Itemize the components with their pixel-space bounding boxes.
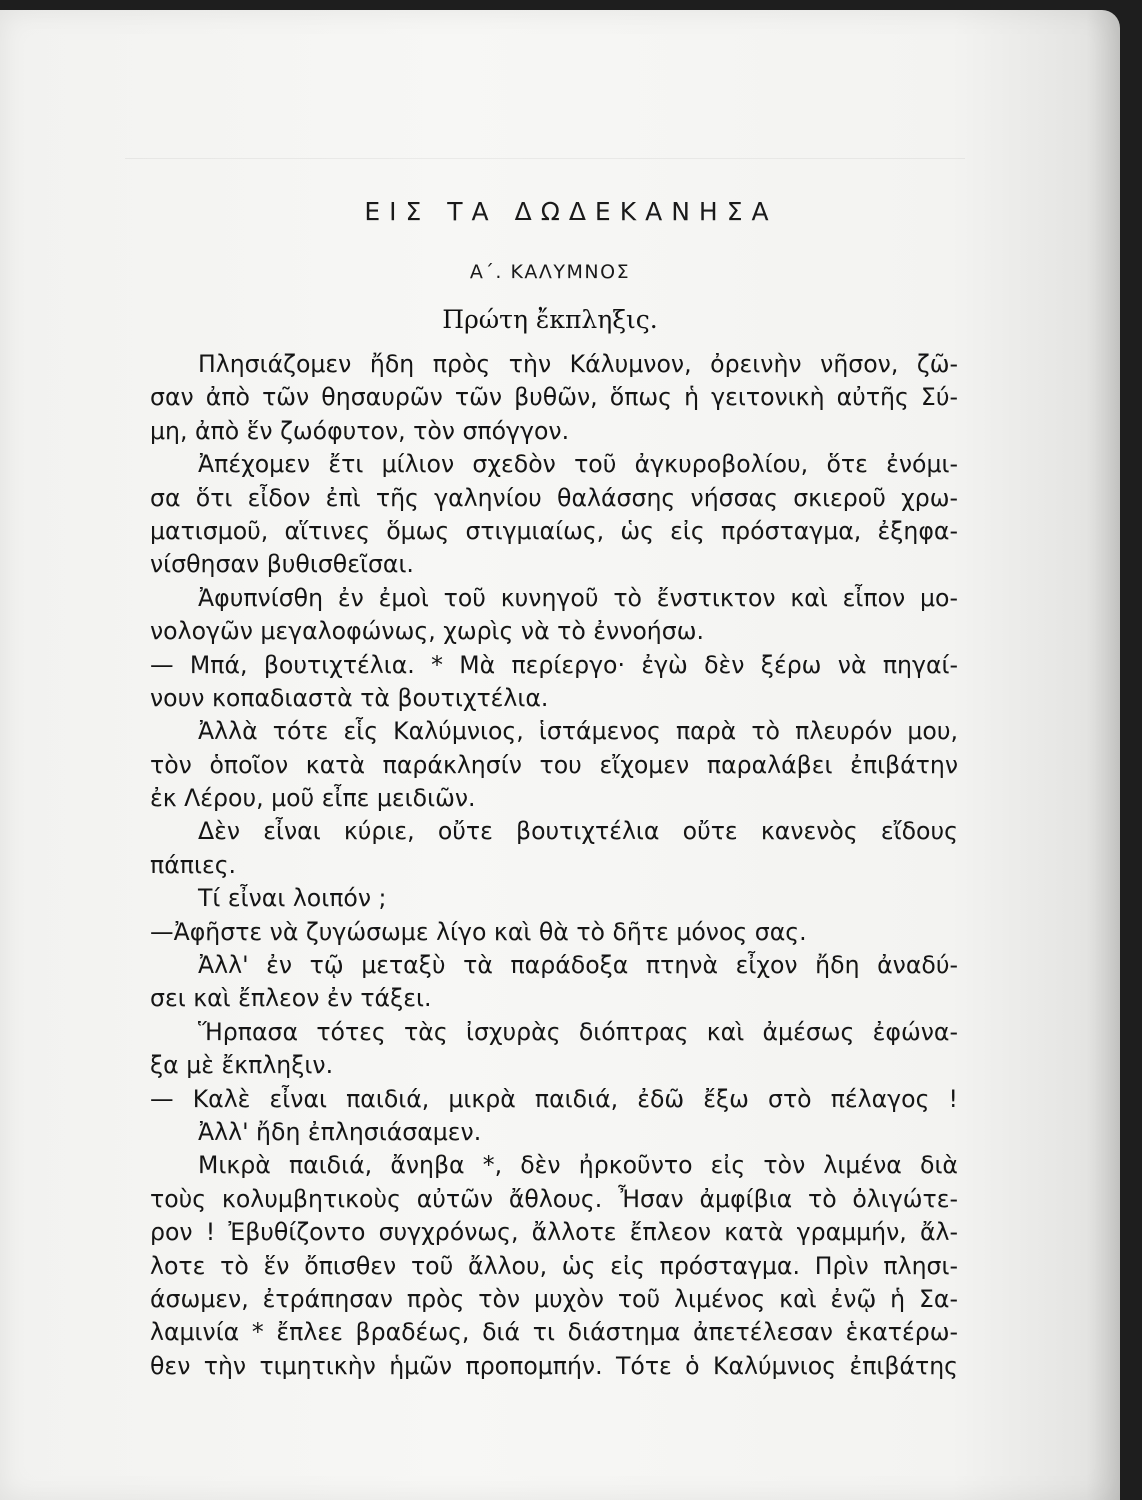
bleed-through-header: [125, 132, 965, 159]
text-line: Ἀλλὰ τότε εἷς Καλύμνιος, ἱστάμενος παρὰ τὸ πλευρόν μου,: [198, 717, 958, 746]
text-line: τοὺς κολυμβητικοὺς αὐτῶν ἄθλους. Ἦσαν ἀμφίβια τὸ ὀλιγώτε-: [150, 1184, 958, 1213]
section-heading: Πρώτη ἔκπληξις.: [442, 305, 658, 334]
text-line: Ἀπέχομεν ἔτι μίλιον σχεδὸν τοῦ ἀγκυροβολίου, ὅτε ἐνόμι-: [198, 450, 958, 479]
text-line: πάπιες.: [150, 850, 237, 879]
text-line: Δὲν εἶναι κύριε, οὔτε βουτιχτέλια οὔτε κανενὸς εἴδους: [198, 817, 958, 846]
text-line: τὸν ὁποῖον κατὰ παράκλησίν του εἴχομεν παραλάβει ἐπιβάτην: [150, 750, 958, 779]
text-line: ματισμοῦ, αἵτινες ὅμως στιγμιαίως, ὡς εἰς πρόσταγμα, ἐξηφα-: [150, 516, 958, 545]
text-line: σαν ἀπὸ τῶν θησαυρῶν τῶν βυθῶν, ὅπως ἡ γειτονικὴ αὐτῆς Σύ-: [150, 383, 958, 412]
text-line: ξα μὲ ἔκπληξιν.: [150, 1051, 334, 1080]
page-title: ΕΙΣ ΤΑ ΔΩΔΕΚΑΝΗΣΑ: [364, 197, 778, 226]
text-line: —Ἀφῆστε νὰ ζυγώσωμε λίγο καὶ θὰ τὸ δῆτε μόνος σας.: [150, 917, 807, 946]
text-line: άσωμεν, ἐτράπησαν πρὸς τὸν μυχὸν τοῦ λιμένος καὶ ἐνῷ ἡ Σα-: [150, 1284, 958, 1313]
text-line: θεν τὴν τιμητικὴν ἡμῶν προπομπήν. Τότε ὁ Καλύμνιος ἐπιβάτης: [150, 1351, 958, 1380]
text-line: — Καλὲ εἶναι παιδιά, μικρὰ παιδιά, ἐδῶ ἔξω στὸ πέλαγος !: [150, 1084, 958, 1113]
chapter-subtitle: Α΄. ΚΑΛΥΜΝΟΣ: [469, 261, 631, 283]
body-text: [150, 348, 958, 1383]
text-line: σει καὶ ἔπλεον ἐν τάξει.: [150, 984, 432, 1013]
text-line: Τί εἶναι λοιπόν ;: [198, 884, 387, 913]
text-line: ρον ! Ἐβυθίζοντο συγχρόνως, ἄλλοτε ἔπλεον κατὰ γραμμήν, ἄλ-: [150, 1218, 958, 1247]
text-line: μη, ἀπὸ ἕν ζωόφυτον, τὸν σπόγγον.: [150, 416, 570, 445]
text-line: νολογῶν μεγαλοφώνως, χωρὶς νὰ τὸ ἐννοήσω.: [150, 617, 704, 646]
text-line: νουν κοπαδιαστὰ τὰ βουτιχτέλια.: [150, 683, 549, 712]
text-line: νίσθησαν βυθισθεῖσαι.: [150, 550, 414, 579]
text-line: Μικρὰ παιδιά, ἄνηβα *, δὲν ἠρκοῦντο εἰς τὸν λιμένα διὰ: [198, 1151, 958, 1180]
text-line: σα ὅτι εἶδον ἐπὶ τῆς γαληνίου θαλάσσης νήσσας σκιεροῦ χρω-: [150, 483, 958, 512]
text-line: λοτε τὸ ἕν ὄπισθεν τοῦ ἄλλου, ὡς εἰς πρόσταγμα. Πρὶν πλησι-: [150, 1251, 958, 1280]
text-line: ἐκ Λέρου, μοῦ εἶπε μειδιῶν.: [150, 784, 476, 813]
text-line: Ἀλλ' ἤδη ἐπλησιάσαμεν.: [198, 1117, 482, 1146]
text-line: Ἀλλ' ἐν τῷ μεταξὺ τὰ παράδοξα πτηνὰ εἶχον ἤδη ἀναδύ-: [198, 951, 958, 980]
text-line: Πλησιάζομεν ἤδη πρὸς τὴν Κάλυμνον, ὀρεινὴν νῆσον, ζῶ-: [198, 350, 958, 378]
text-line: Ἀφυπνίσθη ἐν ἐμοὶ τοῦ κυνηγοῦ τὸ ἔνστικτον καὶ εἶπον μο-: [198, 583, 958, 612]
text-line: Ἥρπασα τότες τὰς ἰσχυρὰς διόπτρας καὶ ἀμέσως ἐφώνα-: [198, 1017, 958, 1046]
text-line: λαμινία * ἔπλεε βραδέως, διά τι διάστημα ἀπετέλεσαν ἑκατέρω-: [150, 1318, 958, 1347]
text-line: — Μπά, βουτιχτέλια. * Μὰ περίεργο· ἐγὼ δὲν ξέρω νὰ πηγαί-: [150, 650, 958, 679]
